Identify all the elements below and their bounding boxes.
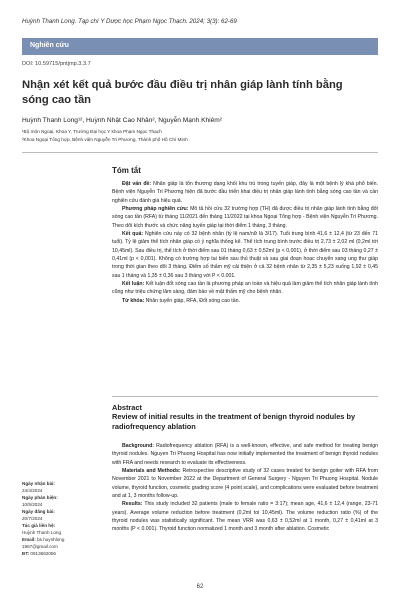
conclusion-text: Kết luận đốt sóng cao tần là phương pháp an toàn và hiệu quả làm giảm thể tích nhân giáp lành tính cũng như triệu chứng lâm sàng, đảm bảo về mặt thẩm mỹ cho bệnh nhân. (112, 281, 378, 296)
methods-text: Mô tả hồi cứu 32 trường hợp (TH) đã được điều trị nhân giáp lành tính bằng đốt sóng cao tần (RFA) từ tháng 11/2021 đến tháng 11/2022 tại khoa Ngoại Tổng hợp - Bệnh viện Nguyễn Tri Phương. Theo dõi kích thước và chức năng tuyến giáp tại thời điểm 1 tháng, 3 tháng. (112, 206, 378, 229)
en-methods-label: Materials and Methods: (122, 468, 181, 475)
divider (22, 152, 378, 153)
abstract-title: Review of initial results in the treatment of benign thyroid nodules by radiofrequency ablation (112, 412, 356, 431)
contact-label: Tác giả liên hệ: (22, 523, 56, 528)
en-background-label: Background: (122, 443, 154, 449)
email-line (22, 536, 104, 543)
keywords-text: Nhân tuyến giáp, RFA, Đốt sóng cao tần. (144, 297, 240, 304)
journal-citation: Huỳnh Thanh Long. Tạp chí Y Dược học Phạm Ngọc Thạch. 2024; 3(3): 62-69 (22, 18, 237, 25)
contact-name: Huỳnh Thanh Long (22, 530, 61, 535)
results-text: Nghiên cứu này có 32 bệnh nhân (tỷ lệ nam/nữ là 3/17). Tuổi trung bình 41,6 ± 12,4 (từ 23 đến 71 tuổi). Tỷ lệ giảm thể tích nhân giáp có ý nghĩa thống kê. Thể tích trung bình trước điều trị 2,73 ± 2,02 ml (0,2ml tới 10,45ml). Sau điều trị, thể tích ở thời điểm sau 01 tháng 0,63 ± 0,52ml (p < 0,001), ở thời điểm sau 03 tháng 0,27 ± 0,41ml (p < 0,001). Không có trường hợp tai biến sau thủ thuật và sau giai đoạn hoạc chuyển sang ung thư giáp trong thời gian theo dõi 3 tháng. Điểm số thẩm mỹ cải thiện ở cả 32 bệnh nhân từ 2,35 ± 5,23 xuống 1,92 ± 0,45 sau 1 tháng và 1,35 ± 0,36 sau 3 tháng với P < 0.001. (112, 231, 378, 279)
received-date: 24/4/2024 (22, 488, 43, 493)
en-background-paragraph (112, 442, 378, 467)
summary-vi-body (112, 180, 378, 305)
accepted-date: 20/7/2024 (22, 516, 43, 521)
conclusion-label: Kết luận: (122, 281, 145, 288)
en-results-paragraph (112, 500, 378, 533)
results-label: Kết quả: (122, 231, 144, 238)
en-results-label: Results: (122, 501, 143, 508)
doi: DOI: 10.59715/pntjmp.3.3.7 (22, 61, 91, 67)
background-text: Nhân giáp là tổn thương dạng khối khu trú trong tuyến giáp, đây là một bệnh lý khá phổ biến. Bệnh viện Nguyễn Tri Phương hiện đã bước đầu triển khai điều trị nhân giáp lành tính bằng sóng cao tần và cần nghiên cứu đánh giá hiệu quả. (112, 181, 378, 204)
keywords-label: Từ khóa: (122, 297, 145, 304)
phone-line (22, 550, 104, 557)
keywords-paragraph (112, 297, 378, 305)
en-background-text: Radiofrequency ablation (RFA) is a well-known, effective, and safe method for treating benign thyroid nodules. Nguyen Tri Phuong Hospital has now initially implemented the treatment of benign thyroid nodules with FRA and needs research to evaluate its effectiveness. (112, 443, 378, 466)
summary-heading: Tóm tắt (112, 166, 141, 175)
revised-label: Ngày phản biện: (22, 495, 58, 500)
results-paragraph (112, 230, 378, 280)
email-part-2: 1967@gmail.com (22, 544, 58, 549)
en-results-text: This study included 32 patients (male to female ratio = 3:17); mean age, 41,6 ± 12,4 (range, 23-71 years). Average volume reduction before treatment (0,2ml toi 10,45ml). The volume reduction ratio (%) of the thyroid nodules was statistically significant. The mean VRR was 0,63 ± 0,52ml at 1 month, 0,27 ± 0,41ml at 3 months (P < 0.001). Thyroid function normalized 1 month and 3 month after ablation. Cosmetic (112, 501, 378, 533)
authors: Huỳnh Thanh Long¹², Huỳnh Nhật Cao Nhân², Nguyễn Mạnh Khiêm² (22, 117, 222, 124)
conclusion-paragraph (112, 280, 378, 297)
affiliation-1: ¹Bộ môn Ngoại, Khoa Y, Trường Đại học Y khoa Phạm Ngọc Thạch (22, 129, 162, 134)
revised-date: 10/5/2024 (22, 502, 43, 507)
methods-label: Phương pháp nghiên cứu: (122, 206, 189, 213)
email-part-1: bs.huynhlong (35, 537, 65, 542)
page-number: 62 (196, 584, 204, 590)
background-label: Đặt vấn đề: (122, 181, 152, 187)
en-methods-paragraph (112, 467, 378, 500)
section-banner (22, 38, 378, 55)
divider (112, 396, 378, 397)
en-methods-text: Retrospective descriptive study of 32 cases treated for benign goiter with RFA from November 2021 to November 2022 at the Department of General Surgery - Nguyen Tri Phuong Hospital. Nodule volume, thyroid function, cosmetic grading score (4 point scale), and complications were evaluated before treatment and at 1, 3 months follow-up. (112, 468, 379, 500)
email-label: Email: (22, 537, 36, 542)
section-label: Nghiên cứu (30, 42, 69, 49)
accepted-label: Ngày đăng bài: (22, 509, 55, 514)
methods-paragraph (112, 205, 378, 230)
received-label: Ngày nhận bài: (22, 481, 55, 486)
affiliation-2: ²Khoa Ngoại Tổng hợp, Bệnh viện Nguyễn Tri Phương, Thành phố Hồ Chí Minh (22, 137, 188, 142)
abstract-en-body (112, 442, 378, 534)
article-info-sidebar (22, 480, 104, 557)
background-paragraph (112, 180, 378, 205)
abstract-heading: Abstract (112, 403, 142, 412)
phone-number: 0913662056 (29, 551, 56, 556)
phone-label: ĐT: (22, 551, 30, 556)
article-title: Nhận xét kết quả bước đầu điều trị nhân giáp lành tính bằng sóng cao tần (22, 79, 343, 106)
